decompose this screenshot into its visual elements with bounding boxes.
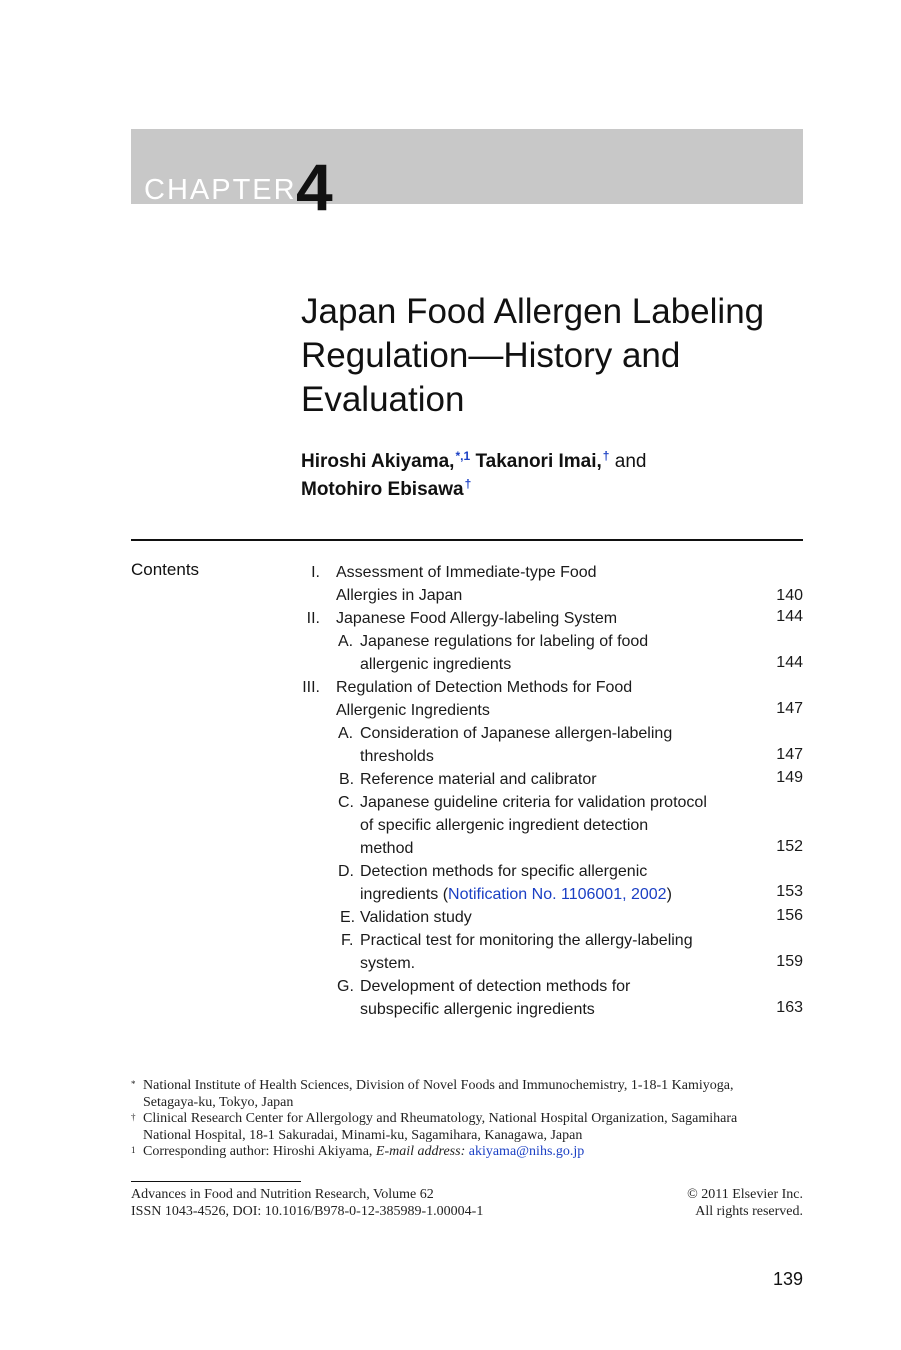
toc-subsection-letter: A. — [338, 725, 354, 742]
toc-section-number: II. — [306, 610, 320, 627]
title-line: Japan Food Allergen Labeling — [301, 292, 765, 331]
toc-entry-text: Japanese regulations for labeling of food — [360, 633, 649, 650]
author-list — [301, 448, 781, 504]
toc-subsection-letter: F. — [341, 932, 354, 949]
toc-subsection-letter: A. — [338, 633, 354, 650]
footnote-text: Setagaya-ku, Tokyo, Japan — [143, 1094, 294, 1110]
toc-entry-text: Consideration of Japanese allergen-labeling — [360, 725, 673, 742]
title-line: Regulation—History and — [301, 336, 681, 375]
toc-entry-text: method — [360, 840, 414, 857]
footnote-marker: 1 — [131, 1145, 136, 1155]
issn-doi: ISSN 1043-4526, DOI: 10.1016/B978-0-12-385989-1.00004-1 — [131, 1204, 484, 1219]
chapter-number: 4 — [296, 150, 333, 224]
toc-entry-text: Practical test for monitoring the allergy-labeling — [360, 932, 693, 949]
footnote-marker: † — [131, 1112, 136, 1122]
toc-page-number: 147 — [776, 700, 803, 717]
footnote — [131, 1078, 803, 1111]
section-divider — [131, 539, 803, 541]
toc-entry-text: Detection methods for specific allergenic — [360, 863, 648, 880]
toc-subsection-letter: E. — [340, 909, 356, 926]
toc-subsection-letter: D. — [338, 863, 354, 880]
toc-page-number: 140 — [776, 587, 803, 604]
copyright-notice — [687, 1186, 803, 1220]
toc-page-number: 144 — [776, 654, 803, 671]
toc-section-number: I. — [311, 564, 320, 581]
toc-entry-text: Allergenic Ingredients — [336, 702, 490, 719]
toc-page-number: 149 — [776, 769, 803, 786]
author-name: Hiroshi Akiyama, — [301, 451, 455, 472]
toc-entry-text: Development of detection methods for — [360, 978, 631, 995]
toc-page-number: 147 — [776, 746, 803, 763]
toc-entry-text-part: ) — [666, 886, 672, 903]
page-number: 139 — [772, 1269, 803, 1289]
toc-entry-text: Validation study — [360, 909, 472, 926]
toc-entry-text: Reference material and calibrator — [360, 771, 597, 788]
toc-page-number: 163 — [776, 999, 803, 1016]
toc-entry-text: Japanese guideline criteria for validation protocol — [360, 794, 707, 811]
toc-entry-text: of specific allergenic ingredient detection — [360, 817, 649, 834]
toc-entry-text: system. — [360, 955, 416, 972]
toc-entry-text: allergenic ingredients — [360, 656, 512, 673]
toc-page-number: 144 — [776, 608, 803, 625]
toc-subsection-letter: G. — [337, 978, 354, 995]
footnote — [131, 1111, 803, 1144]
email-label: E-mail address: — [375, 1144, 466, 1159]
footnote-text: National Institute of Health Sciences, Division of Novel Foods and Immunochemistry, 1-18-1 Kamiyoga, — [143, 1078, 734, 1093]
toc-entry-text: Allergies in Japan — [336, 587, 463, 604]
footnote-text: Clinical Research Center for Allergology and Rheumatology, National Hospital Organization, Sagamihara — [143, 1111, 738, 1126]
journal-imprint — [131, 1186, 483, 1220]
article-title — [301, 290, 781, 422]
toc-page-number: 152 — [776, 838, 803, 855]
chapter-label: CHAPTER — [144, 174, 297, 206]
notification-link[interactable]: Notification No. 1106001, 2002 — [448, 886, 667, 903]
affiliation-marker[interactable]: *,1 — [455, 449, 471, 463]
contents-heading: Contents — [131, 560, 200, 579]
toc-subsection-letter: C. — [338, 794, 354, 811]
toc-entry-text: Japanese Food Allergy-labeling System — [336, 610, 618, 627]
copyright-line: © 2011 Elsevier Inc. — [687, 1187, 803, 1202]
toc-subsection-letter: B. — [339, 771, 355, 788]
toc-entry-text: Assessment of Immediate-type Food — [336, 564, 597, 581]
footnote-text: Corresponding author: Hiroshi Akiyama, — [143, 1144, 373, 1159]
toc-section-number: III. — [302, 679, 320, 696]
footnote-text: National Hospital, 18-1 Sakuradai, Minami-ku, Sagamihara, Kanagawa, Japan — [143, 1127, 583, 1143]
footnote-divider — [131, 1181, 301, 1182]
affiliation-footnotes — [131, 1078, 803, 1161]
toc-entry-text: Regulation of Detection Methods for Food — [336, 679, 633, 696]
toc-entry-text: subspecific allergenic ingredients — [360, 1001, 595, 1018]
affiliation-marker[interactable]: † — [602, 449, 610, 463]
email-link[interactable]: akiyama@nihs.go.jp — [468, 1144, 585, 1159]
title-line: Evaluation — [301, 380, 465, 419]
affiliation-marker[interactable]: † — [464, 477, 472, 491]
author-conjunction: and — [614, 451, 647, 472]
toc-entry-text — [360, 883, 672, 906]
toc-entry-text-part: ingredients ( — [360, 886, 449, 903]
footnote-marker: * — [131, 1079, 136, 1089]
author-name: Motohiro Ebisawa — [301, 479, 464, 500]
toc-page-number: 156 — [776, 907, 803, 924]
toc-page-number: 153 — [776, 883, 803, 900]
toc-entry-text: thresholds — [360, 748, 434, 765]
author-name: Takanori Imai, — [475, 451, 602, 472]
toc-page-number: 159 — [776, 953, 803, 970]
rights-line: All rights reserved. — [695, 1204, 803, 1219]
footnote — [131, 1144, 803, 1161]
journal-name: Advances in Food and Nutrition Research, Volume 62 — [131, 1187, 434, 1202]
